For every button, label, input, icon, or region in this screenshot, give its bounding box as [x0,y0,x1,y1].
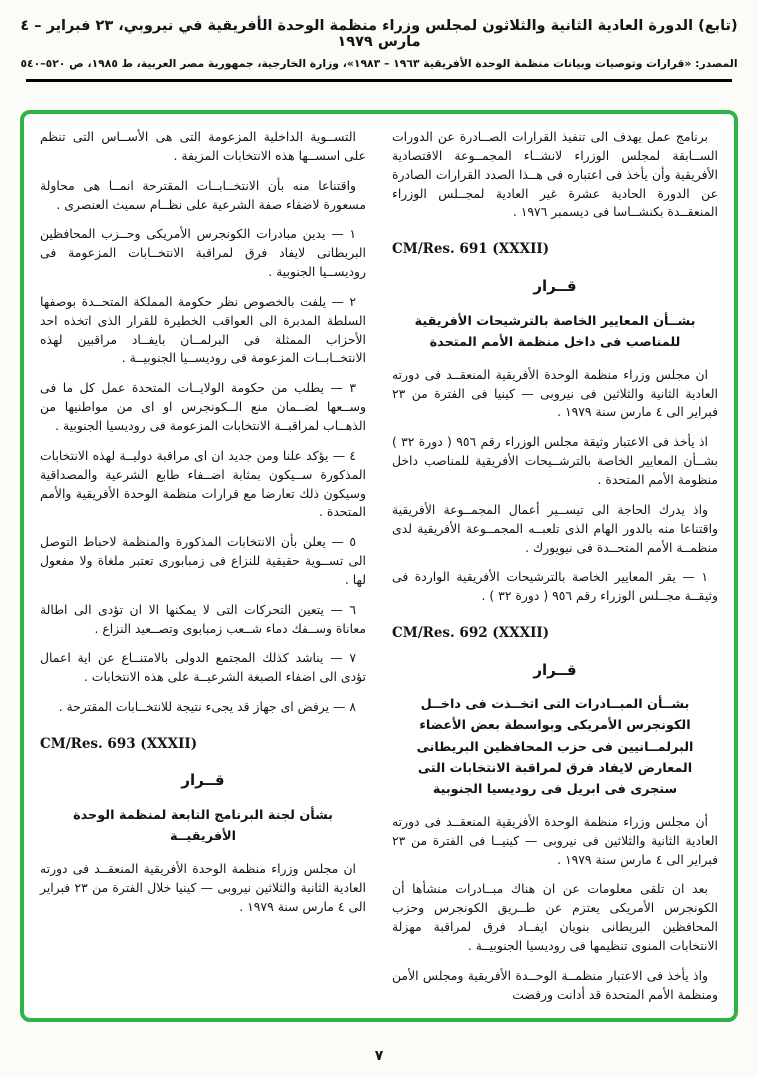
resolution-ref: CM/Res. 692 (XXXII) [392,625,550,642]
paragraph: أن مجلس وزراء منظمة الوحدة الأفريقية المنعقــد فى دورته العادية الثانية والثلاثين فى نيروبى — كينيــا فى الفترة من ٢٣ فبراير الى ٤ مارس سنة ١٩٧٩ . [392,813,718,867]
paragraph: بعد ان تلقى معلومات عن ان هناك مبــادرات منشأها أن الكونجرس الأمريكى يعتزم عن طــريق الكونجرس وحزب المحافظين البريطانى بنويان ايفــاد فرق لمراقبة مهزلة الانتخابات المنوى تنظيمها فى روديسيا الجنوبيــة . [392,881,718,953]
resolution-subject: بشأن لجنة البرنامج التابعة لمنظمة الوحدة الأفريقيــة [73,808,333,845]
paragraph: واذ يدرك الحاجة الى تيســير أعمال المجمــوعة الأفريقية واقتناعا منه بالدور الهام الذى تلعبــه المجمــوعة الأفريقية لدى منظمــة الأمم المتحــدة فى نيويورك . [392,501,718,555]
paragraph: ان مجلس وزراء منظمة الوحدة الأفريقية المنعقــد فى دورته العادية الثانية والثلاثين فى نيروبى — كينيا فى الفترة من ٢٣ فبراير الى ٤ مارس سنة ١٩٧٩ . [392,366,718,420]
resolution-ref: CM/Res. 693 (XXXII) [40,735,198,752]
resolution-subject: بشــأن المبــادرات التى اتخــذت فى داخــل الكونجرس الأمريكى وبواسطة بعض الأعضاء البرلمــانيين فى حزب المحافظين البريطانى المعارض لايفاد فرق لمراقبة الانتخابات التى ستجرى فى ابريل فى روديسيا الجنوبية [416,697,694,797]
paragraph: ان مجلس وزراء منظمة الوحدة الأفريقية المنعقــد فى دورته العادية الثانية والثلاثين نيروبى — كينيا خلال الفترة من ٢٣ فبراير الى ٤ مارس سنة ١٩٧٩ . [40,861,366,915]
page-footer [0,1048,758,1064]
page-header [0,0,758,82]
resolution-heading: قــرار [533,660,577,679]
paragraph: ١ — يقر المعايير الخاصة بالترشيحات الأفريقية الواردة فى وثيقــة مجــلس الوزراء رقم ٩٥٦ ( دورة ٣٢ ) . [392,569,718,604]
resolution-heading: قــرار [533,276,577,295]
columns [40,128,718,1004]
paragraph: ٣ — يطلب من حكومة الولايــات المتحدة عمل كل ما فى وســعها لضــمان منع الــكونجرس او اى من مواطنيها من الذهــاب لمراقبــة الانتخابات المزعومة فى روديسيا الجنوبية . [40,380,366,433]
resolution-ref: CM/Res. 691 (XXXII) [392,241,550,258]
header-rule [26,79,732,82]
paragraph: ٨ — يرفض اى جهاز قد يجىء نتيجة للانتخــابات المقترحة . [58,699,356,715]
paragraph: ٢ — يلفت بالخصوص نظر حكومة المملكة المتحــدة بوصفها السلطة المدبرة الى العواقب الخطيرة للقرار الذى اتخذه احد الأحزاب الممثلة فى البرلمــان بايفــاد مراقبين لهذه الانتخــابــات المزعومة فى روديســيا الجنوبيــة . [40,293,366,366]
column-left [40,128,366,1004]
paragraph: ٧ — يناشد كذلك المجتمع الدولى بالامتنــاع عن اية اعمال تؤدى الى اضفاء الصبغة الشرعيــة على هذه الانتخابات . [40,650,366,685]
paragraph: اذ يأخذ فى الاعتبار وثيقة مجلس الوزراء رقم ٩٥٦ ( دورة ٣٢ ) بشــأن المعايير الخاصة بالترشــيحات الأفريقية للمناصب داخل منظومة الأمم المتحدة . [392,434,718,487]
paragraph: برنامج عمل يهدف الى تنفيذ القرارات الصــادرة عن الدورات الســابقة لمجلس الوزراء لانشــاء المجمــوعة الاقتصادية الأفريقية وأن يأخذ فى اعتباره فى هــذا الصدد القرارات الصادرة عن الدورة الحادية عشرة غير العادية لمجــلس الوزراء المنعقــدة بكنشــاسا فى ديسمبر ١٩٧٦ . [392,129,718,220]
column-right [392,128,718,1004]
content-box [20,110,738,1022]
resolution-heading: قــرار [181,771,225,790]
paragraph: ٥ — يعلن بأن الانتخابات المذكورة والمنظمة لاحباط التوصل الى تســوية حقيقية للنزاع فى زمبابورى تعتبر ملغاة ولا مفعول لها . [40,534,366,587]
paragraph: واذ يأخذ فى الاعتبار منظمــة الوحــدة الأفريقية ومجلس الأمن ومنظمة الأمم المتحدة قد أدانت ورفضت [392,967,718,1002]
paragraph: واقتناعا منه بأن الانتخــابــات المقترحة انمــا هى محاولة مسعورة لاضفاء صفة الشرعية على نظــام سميث العنصرى . [40,177,366,212]
header-source-line: المصدر: «قرارات وتوصيات وبيانات منظمة الوحدة الأفريقية ١٩٦٣ – ١٩٨٣»، وزارة الخارجية، جمهورية مصر العربية، ط ١٩٨٥، ص ٥٢٠–٥٤٠ [20,57,738,70]
resolution-subject: بشــأن المعايير الخاصة بالترشيحات الأفريقية للمناصب فى داخل منظمة الأمم المتحدة [414,313,696,350]
paragraph: ١ — يدين مبادرات الكونجرس الأمريكى وحــزب المحافظين البريطانى لايفاد فرق لمراقبة الانتخــابات المزعومة فى روديســيا الجنوبية . [40,226,366,280]
paragraph: التســوية الداخلية المزعومة التى هى الأســاس التى تنظم على اسســها هذه الانتخابات المزيفة . [40,129,366,163]
header-session-line: (تابع) الدورة العادية الثانية والثلاثون لمجلس وزراء منظمة الوحدة الأفريقية في نيروبي، ٢٣ فبراير – ٤ مارس ١٩٧٩ [20,18,738,50]
paragraph: ٦ — يتعين التحركات التى لا يمكنها الا ان تؤدى الى اطالة معاناة وســفك دماء شــعب زمبابوى وتصــعيد النزاع . [40,601,366,636]
paragraph: ٤ — يؤكد علنا ومن جديد ان اى مراقبة دوليــة لهذه الانتخابات المذكورة ســيكون بمثابة اضــفاء طابع الشرعية والمصداقية وسيكون ذلك تعارضا مع قرارات منظمة الوحدة الأفريقية والأمم المتحدة . [40,447,366,520]
page-number: ٧ [374,1048,384,1064]
